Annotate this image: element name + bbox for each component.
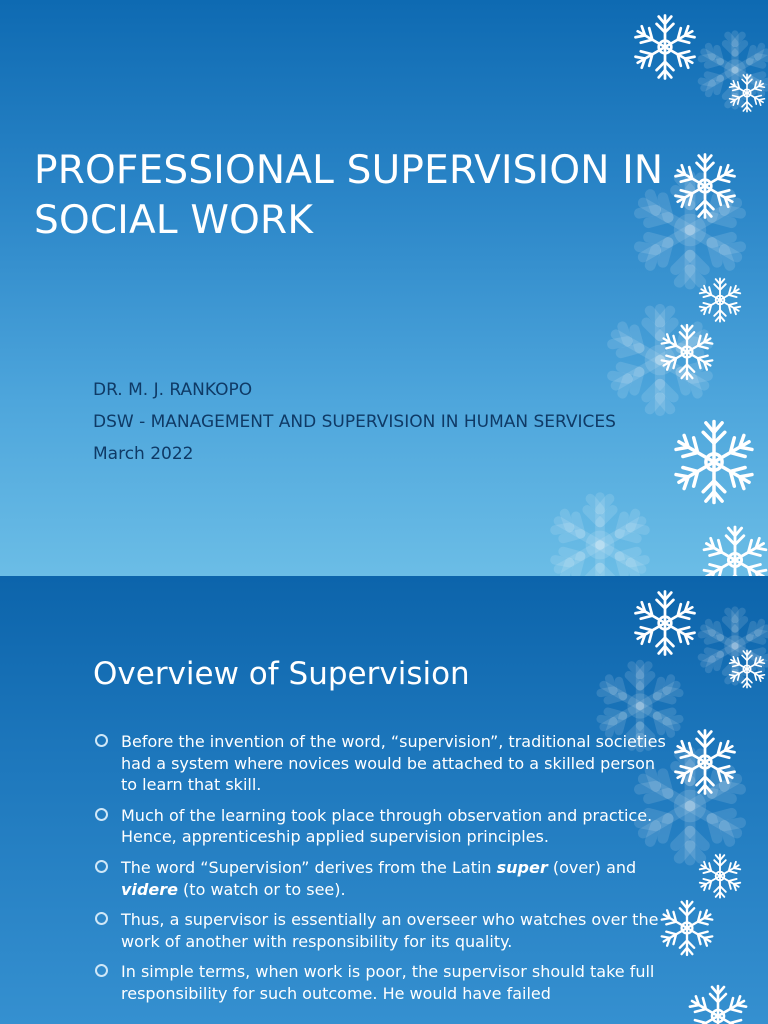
slide-subtitle — [93, 374, 693, 470]
bullet-text: In simple terms, when work is poor, the supervisor should take full responsibility for such outcome. He would have failed — [121, 962, 655, 1003]
slide-heading: Overview of Supervision — [93, 656, 470, 692]
snowflake-icon — [634, 16, 697, 79]
bullet-text-part: (over) and — [547, 857, 637, 877]
author-name: DR. M. J. RANKOPO — [93, 380, 253, 400]
snowflake-icon — [674, 731, 737, 794]
hollow-circle-bullet-icon — [95, 912, 108, 925]
latin-term-videre: videre — [121, 879, 178, 899]
slide-title — [34, 146, 734, 246]
list-item — [93, 731, 673, 796]
snowflake-icon — [728, 650, 765, 687]
snowflake-icon — [660, 325, 714, 379]
bullet-list — [93, 731, 673, 1014]
snowflake-icon — [699, 34, 768, 106]
snowflake-icon — [699, 610, 768, 682]
bullet-text: Thus, a supervisor is essentially an overseer who watches over the work of another with responsibility for its quality. — [121, 910, 659, 951]
snowflake-icon — [552, 497, 648, 576]
bullet-text-part: The word “Supervision” derives from the Latin — [121, 857, 497, 877]
bullet-text: Before the invention of the word, “supervision”, traditional societies had a system where novices would be attached to a skilled person to learn that skill. — [121, 732, 666, 795]
course-name: DSW - MANAGEMENT AND SUPERVISION IN HUMAN SERVICES — [93, 412, 616, 432]
presentation-date: March 2022 — [93, 444, 194, 464]
title-line-1: PROFESSIONAL SUPERVISION IN — [34, 148, 664, 193]
bullet-text-part: (to watch or to see). — [177, 879, 346, 899]
hollow-circle-bullet-icon — [95, 860, 108, 873]
list-item — [93, 805, 673, 848]
snowflake-icon — [698, 278, 741, 321]
snowflake-icon — [634, 592, 697, 655]
snowflake-icon — [728, 74, 765, 111]
hollow-circle-bullet-icon — [95, 964, 108, 977]
hollow-circle-bullet-icon — [95, 734, 108, 747]
snowflake-icon — [702, 527, 768, 576]
bullet-text: Much of the learning took place through observation and practice. Hence, apprenticeship applied supervision principles. — [121, 805, 653, 847]
title-line-2: SOCIAL WORK — [34, 198, 314, 243]
list-item — [93, 961, 673, 1004]
hollow-circle-bullet-icon — [95, 808, 108, 821]
list-item — [93, 909, 673, 952]
snowflake-icon — [688, 986, 748, 1024]
list-item — [93, 857, 673, 900]
latin-term-super: super — [496, 857, 548, 877]
snowflake-icon — [698, 854, 741, 897]
